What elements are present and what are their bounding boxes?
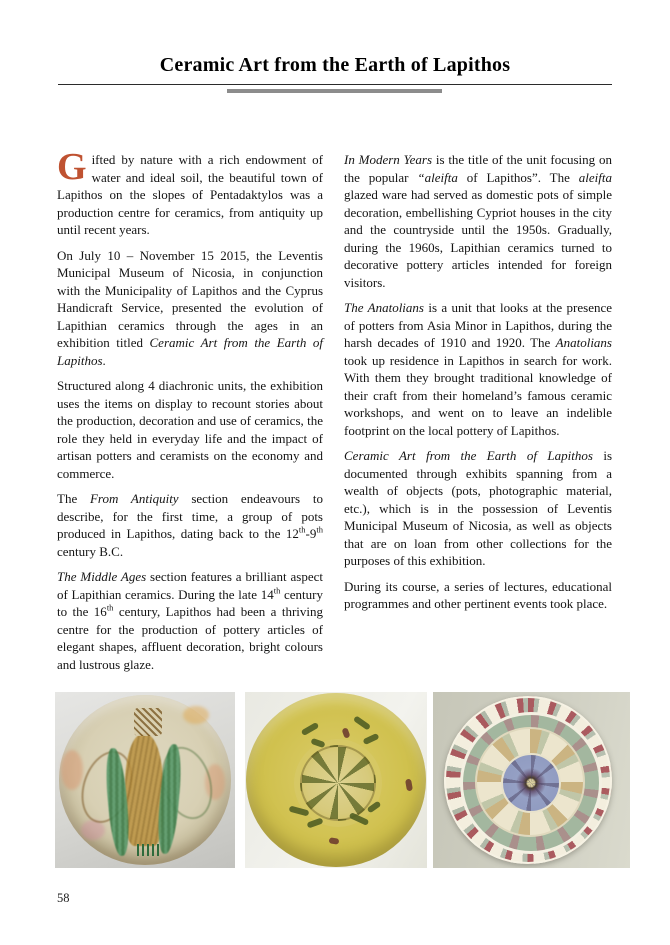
title-rule-thin	[58, 84, 612, 85]
page-title: Ceramic Art from the Earth of Lapithos	[159, 54, 511, 76]
plate-green-band	[460, 712, 602, 854]
paragraph-text: On July 10 – November 15 2015, the Leventis Municipal Museum of Nicosia, in conjunction with the Municipality of Lapithos and the Cyprus Handicraft Service, presented the evolution of Lapithian ceramics through the ages in an exhibition titled	[57, 247, 323, 350]
paragraph-text: took up residence in Lapithos in search for work. With them they brought traditional knowledge of their craft from their homeland’s famous ceramic workshops, and went on to leave an indelible footprint on the local pottery of Lapithos.	[344, 352, 612, 438]
figure-ornate-decorated-plate	[433, 692, 630, 868]
figure-robe	[125, 734, 163, 846]
superscript: th	[106, 602, 114, 613]
paragraph-from-antiquity	[57, 490, 323, 560]
italic-term: aleifta	[578, 169, 613, 185]
figure-fringe	[137, 844, 159, 856]
italic-title: Ceramic Art from the Earth of Lapithos	[57, 335, 323, 368]
drop-cap: G	[57, 146, 87, 188]
paragraph-middle-ages	[57, 568, 323, 673]
paragraph-documentation	[344, 447, 612, 570]
rim-decoration	[183, 706, 209, 724]
paragraph-exhibition	[57, 247, 323, 370]
figure-yellow-glazed-bowl	[245, 692, 427, 868]
page-number: 58	[57, 891, 70, 905]
superscript: th	[298, 524, 306, 535]
figures-row	[55, 692, 630, 868]
paragraph-text: century to the 16	[57, 586, 323, 619]
italic-section-name: The Anatolians	[344, 300, 424, 315]
italic-section-name: The Middle Ages	[57, 569, 147, 584]
paragraph-intro	[57, 146, 323, 239]
italic-title: Ceramic Art from the Earth of Lapithos	[344, 448, 593, 463]
paragraph-text: is a unit that looks at the presence of potters from Asia Minor in Lapithos, during the harsh decades of 1910 and 1920. The	[344, 300, 613, 350]
figure-glazed-bowl-with-figure	[55, 692, 235, 868]
paragraph-text: section features a brilliant aspect of Lapithian ceramics. During the late 14	[57, 569, 324, 602]
plate-medallion-band	[475, 727, 585, 837]
plate-center-rosette	[501, 753, 561, 813]
paragraph-text: .	[102, 352, 106, 368]
paragraph-modern-years	[344, 151, 612, 291]
paragraph-text: century B.C.	[57, 543, 124, 559]
paragraph-text: ifted by nature with a rich endowment of water and ideal soil, the beautiful town of Lapithos on the slopes of Pentadaktylos was a production centre for ceramics, from antiquity up until recent years.	[57, 152, 323, 237]
paragraph-anatolians	[344, 299, 612, 439]
plate-rim-band	[444, 696, 612, 864]
title-rule-thick	[227, 89, 442, 93]
paragraph-text: is the title of the unit focusing on the popular	[344, 152, 612, 185]
italic-term: “aleifta	[417, 169, 458, 185]
paragraph-text: is documented through exhibits spanning from a wealth of objects (pots, photographic material, etc.), which is in the possession of Leventis Municipal Museum of Nicosia, as well as objects that are on loan from other collections for the purposes of this exhibition.	[344, 448, 613, 568]
italic-section-name: In Modern Years	[344, 152, 433, 167]
rim-decoration	[61, 750, 83, 790]
superscript: th	[273, 585, 281, 596]
right-column	[344, 151, 612, 621]
figure-head-crosshatch	[134, 708, 162, 736]
paragraph-structure	[57, 377, 323, 482]
left-column	[57, 146, 324, 681]
italic-term: Anatolians	[555, 335, 612, 350]
paragraph-text: During its course, a series of lectures, educational programmes and other pertinent events took place.	[344, 578, 612, 611]
paragraph-text: of Lapithos”. The	[457, 169, 579, 185]
superscript: th	[316, 524, 323, 535]
paragraph-text: -9	[305, 526, 317, 541]
paragraph-text: glazed ware had served as domestic pots of simple decoration, embellishing Cypriot houses in the city and the countryside until the 1950s. Gradually, during the 1960s, Lapithian ceramics turned to decorative pottery articles intended for foreign visitors.	[344, 187, 612, 290]
paragraph-text: The	[57, 491, 90, 506]
paragraph-text: Structured along 4 diachronic units, the exhibition uses the items on display to recount stories about the production, decoration and use of ceramics, the role they held in everyday life and the impact of artisan potters and ceramists on the economy and commerce.	[57, 378, 323, 481]
italic-section-name: From Antiquity	[89, 491, 179, 506]
bowl-center-medallion	[300, 745, 376, 821]
paragraph-text: section endeavours to describe, for the first time, a group of pots produced in Lapithos, dating back to the 12	[57, 491, 323, 541]
paragraph-lectures	[344, 578, 612, 613]
paragraph-text: century, Lapithos had been a thriving centre for the production of pottery articles of elegant shapes, affluent decoration, bright colours and lustrous glaze.	[57, 604, 323, 672]
